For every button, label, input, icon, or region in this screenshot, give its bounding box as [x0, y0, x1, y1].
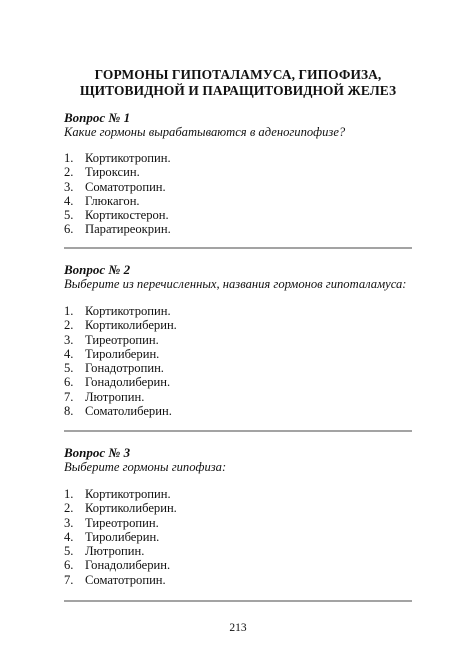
- question-3-number: Вопрос № 3: [64, 445, 131, 460]
- question-1-text: Какие гормоны вырабатываются в аденогипофизе?: [64, 125, 346, 139]
- option-text: Тироксин.: [85, 165, 140, 180]
- option-text: Кортиколиберин.: [85, 501, 177, 516]
- option-text: Лютропин.: [85, 544, 145, 559]
- option-text: Лютропин.: [85, 389, 145, 404]
- option-number: 1.: [64, 151, 74, 165]
- option-number: 3.: [64, 179, 74, 194]
- option-number: 6.: [64, 222, 74, 237]
- option-text: Соматолиберин.: [85, 404, 172, 419]
- option-number: 5.: [64, 544, 74, 559]
- option-number: 5.: [64, 361, 74, 376]
- option-number: 3.: [64, 515, 74, 530]
- question-3: [64, 445, 412, 587]
- option-text: Тиреотропин.: [85, 515, 159, 530]
- option-text: Гонадотропин.: [85, 361, 164, 376]
- page-title: [64, 67, 412, 99]
- option-number: 6.: [64, 558, 74, 573]
- option-number: 4.: [64, 346, 74, 361]
- option-text: Тиролиберин.: [85, 346, 160, 361]
- question-1: [64, 110, 412, 237]
- section-divider: [64, 600, 412, 602]
- option-number: 2.: [64, 501, 74, 516]
- option-number: 8.: [64, 404, 74, 419]
- option-text: Кортикотропин.: [85, 487, 171, 501]
- option-text: Соматотропин.: [85, 572, 166, 587]
- option-text: Глюкагон.: [85, 193, 140, 208]
- page-title-line-1: ГОРМОНЫ ГИПОТАЛАМУСА, ГИПОФИЗА,: [94, 67, 382, 82]
- option-text: Гонадолиберин.: [85, 558, 171, 573]
- option-text: Паратиреокрин.: [85, 222, 171, 237]
- question-1-number: Вопрос № 1: [64, 110, 131, 125]
- section-divider: [64, 430, 412, 432]
- option-number: 4.: [64, 529, 74, 544]
- option-number: 7.: [64, 572, 74, 587]
- option-number: 3.: [64, 332, 74, 347]
- option-number: 2.: [64, 318, 74, 333]
- option-text: Гонадолиберин.: [85, 375, 171, 390]
- option-text: Кортиколиберин.: [85, 318, 177, 333]
- option-number: 7.: [64, 389, 74, 404]
- option-number: 1.: [64, 487, 74, 501]
- option-text: Соматотропин.: [85, 179, 166, 194]
- question-2-text: Выберите из перечисленных, названия гормонов гипоталамуса:: [64, 277, 407, 291]
- page-title-line-2: ЩИТОВИДНОЙ И ПАРАЩИТОВИДНОЙ ЖЕЛЕЗ: [79, 83, 397, 98]
- document-page: [64, 0, 412, 671]
- option-text: Кортикостерон.: [85, 208, 169, 223]
- option-text: Кортикотропин.: [85, 151, 171, 165]
- option-number: 5.: [64, 208, 74, 223]
- option-number: 2.: [64, 165, 74, 180]
- option-text: Тиролиберин.: [85, 529, 160, 544]
- question-2: [64, 262, 412, 419]
- option-text: Тиреотропин.: [85, 332, 159, 347]
- page-number: 213: [229, 622, 247, 634]
- question-3-text: Выберите гормоны гипофиза:: [64, 460, 227, 474]
- section-divider: [64, 247, 412, 249]
- option-number: 1.: [64, 304, 74, 318]
- option-number: 4.: [64, 193, 74, 208]
- option-text: Кортикотропин.: [85, 304, 171, 318]
- option-number: 6.: [64, 375, 74, 390]
- question-2-number: Вопрос № 2: [64, 262, 131, 277]
